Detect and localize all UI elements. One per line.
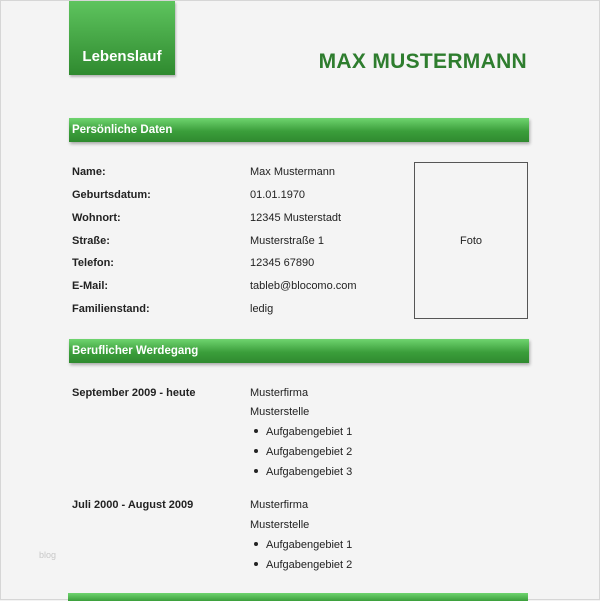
bullet-icon bbox=[254, 542, 258, 546]
value-birthdate: 01.01.1970 bbox=[250, 189, 306, 201]
label-street: Straße: bbox=[72, 235, 110, 247]
career-entry-1-task-2: Aufgabengebiet 2 bbox=[250, 446, 352, 458]
value-phone: 12345 67890 bbox=[250, 257, 315, 269]
career-entry-1-position: Musterstelle bbox=[250, 406, 310, 418]
lebenslauf-tab bbox=[69, 1, 175, 75]
career-entry-2-company: Musterfirma bbox=[250, 499, 309, 511]
bullet-icon bbox=[254, 562, 258, 566]
label-email: E-Mail: bbox=[72, 280, 109, 292]
label-city: Wohnort: bbox=[72, 212, 121, 224]
value-marital-status: ledig bbox=[250, 303, 274, 315]
section-personal-title: Persönliche Daten bbox=[72, 124, 173, 136]
value-city: 12345 Musterstadt bbox=[250, 212, 342, 224]
watermark: blog bbox=[39, 550, 57, 560]
label-birthdate: Geburtsdatum: bbox=[72, 189, 151, 201]
label-phone: Telefon: bbox=[72, 257, 114, 269]
photo-label: Foto bbox=[459, 234, 482, 247]
full-name-heading: MAX MUSTERMANN bbox=[318, 50, 527, 73]
label-marital-status: Familienstand: bbox=[72, 303, 150, 315]
photo-placeholder bbox=[414, 162, 528, 319]
value-email: tableb@blocomo.com bbox=[250, 280, 357, 292]
bullet-icon bbox=[254, 429, 258, 433]
career-entry-2-period: Juli 2000 - August 2009 bbox=[72, 499, 194, 511]
section-career-title: Beruflicher Werdegang bbox=[72, 345, 199, 357]
career-entry-1-company: Musterfirma bbox=[250, 387, 309, 399]
bullet-icon bbox=[254, 469, 258, 473]
section-personal-header bbox=[69, 118, 529, 142]
tab-label: Lebenslauf bbox=[82, 48, 162, 65]
career-entry-2-task-2: Aufgabengebiet 2 bbox=[250, 559, 352, 571]
value-name: Max Mustermann bbox=[250, 166, 335, 178]
career-entry-1-period: September 2009 - heute bbox=[72, 387, 196, 399]
value-street: Musterstraße 1 bbox=[250, 235, 324, 247]
career-entry-2-task-1: Aufgabengebiet 1 bbox=[250, 539, 352, 551]
bullet-icon bbox=[254, 449, 258, 453]
career-entry-2-position: Musterstelle bbox=[250, 519, 310, 531]
label-name: Name: bbox=[72, 166, 106, 178]
career-entry-1-task-1: Aufgabengebiet 1 bbox=[250, 426, 352, 438]
career-entry-1-task-3: Aufgabengebiet 3 bbox=[250, 466, 352, 478]
section-career-header bbox=[69, 339, 529, 363]
